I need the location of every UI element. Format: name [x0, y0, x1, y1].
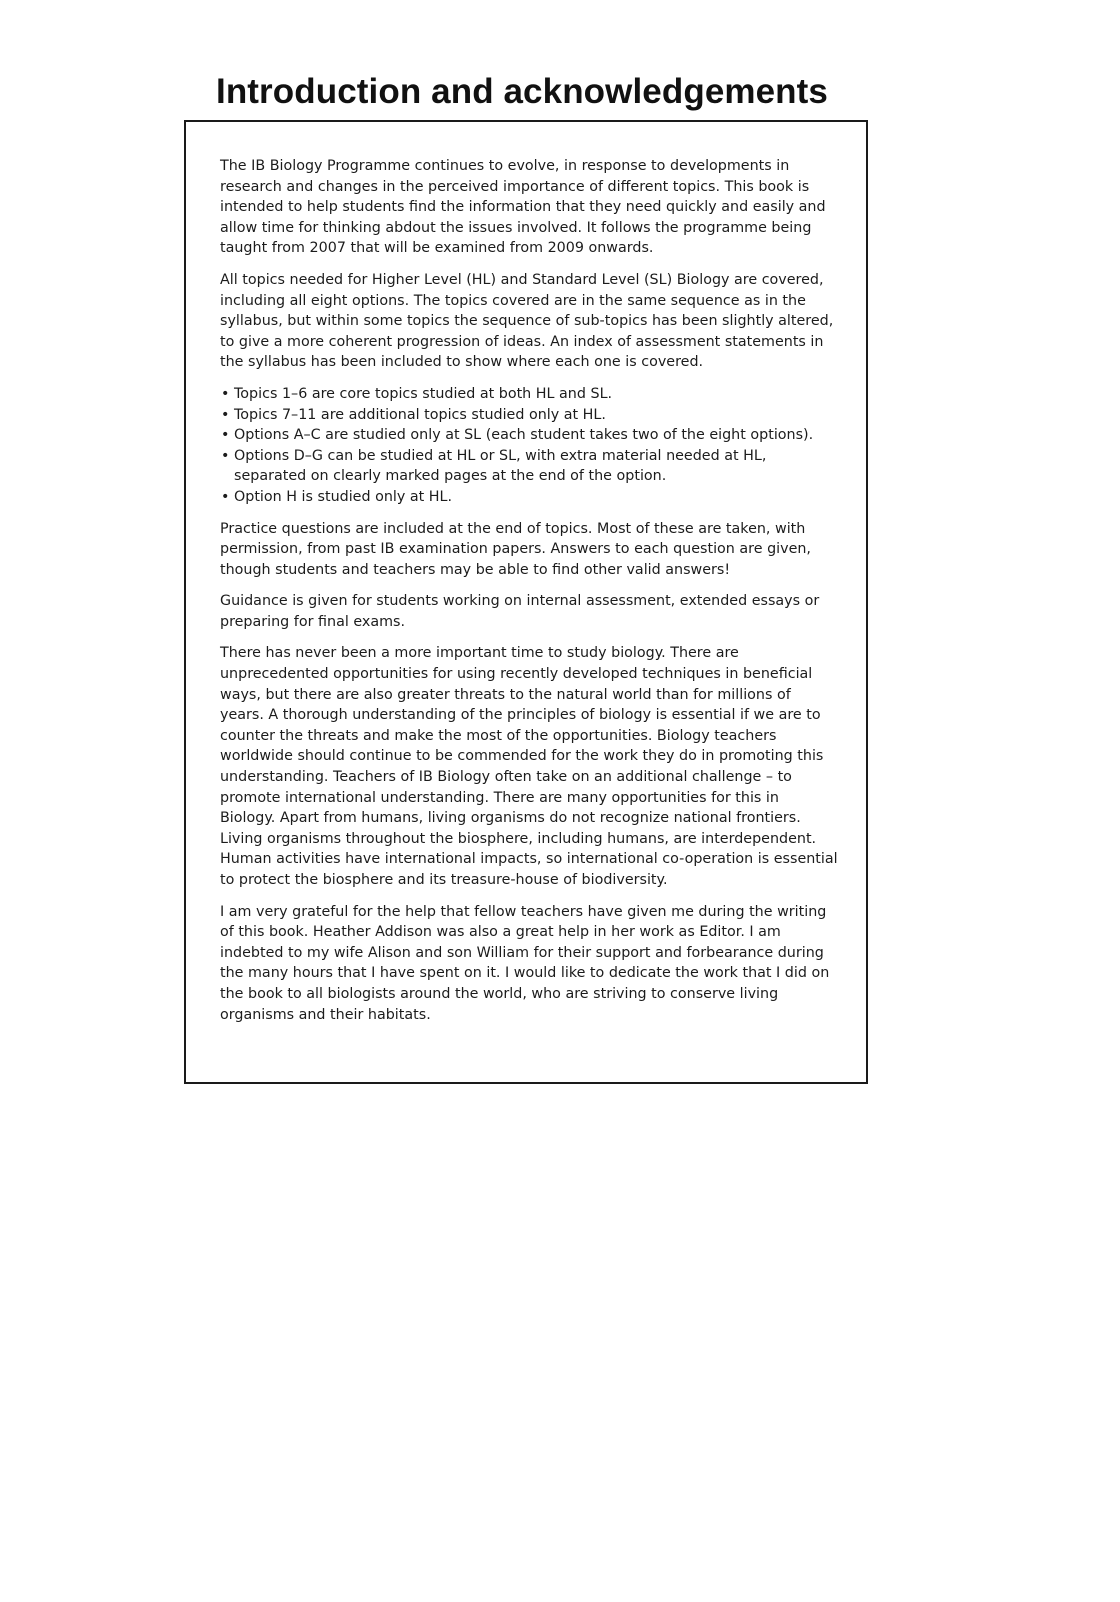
- paragraph-acknowledgements: I am very grateful for the help that fellow teachers have given me during the writing of this book. Heather Addison was also a great help in her work as Editor. I am indebted to my wife Alison and son William for their support and forbearance during the many hours that I have spent on it. I would like to dedicate the work that I did on the book to all biologists around the world, who are striving to conserve living organisms and their habitats.: [220, 903, 830, 1023]
- list-item: [220, 487, 838, 508]
- topics-bullet-list: [220, 384, 838, 508]
- list-item-text: Topics 1–6 are core topics studied at both HL and SL.: [234, 385, 613, 402]
- bullet-icon: •: [221, 447, 230, 464]
- page-title: Introduction and acknowledgements: [216, 72, 828, 111]
- list-item-text: Options D–G can be studied at HL or SL, with extra material needed at HL, separated on clearly marked pages at the end of the option.: [234, 447, 767, 485]
- paragraph-topics-coverage: All topics needed for Higher Level (HL) and Standard Level (SL) Biology are covered, including all eight options. The topics covered are in the same sequence as in the syllabus, but within some topics the sequence of sub-topics has been slightly altered, to give a more coherent progression of ideas. An index of assessment statements in the syllabus has been included to show where each one is covered.: [220, 271, 834, 371]
- content-body: [220, 156, 838, 1036]
- list-item-text: Option H is studied only at HL.: [234, 488, 453, 505]
- paragraph-importance-of-biology: There has never been a more important time to study biology. There are unprecedented opportunities for using recently developed techniques in beneficial ways, but there are also greater threats to the natural world than for millions of years. A thorough understanding of the principles of biology is essential if we are to counter the threats and make the most of the opportunities. Biology teachers worldwide should continue to be commended for the work they do in promoting this understanding. Teachers of IB Biology often take on an additional challenge – to promote international understanding. There are many opportunities for this in Biology. Apart from humans, living organisms do not recognize national frontiers. Living organisms throughout the biosphere, including humans, are interdependent. Human activities have international impacts, so international co-operation is essential to protect the biosphere and its treasure-house of biodiversity.: [220, 645, 838, 888]
- list-item: [220, 405, 838, 426]
- list-item: [220, 425, 838, 446]
- paragraph-practice-questions: Practice questions are included at the end of topics. Most of these are taken, with permission, from past IB examination papers. Answers to each question are given, though students and teachers may be able to find other valid answers!: [220, 520, 811, 578]
- bullet-icon: •: [221, 385, 230, 402]
- list-item-text: Options A–C are studied only at SL (each student takes two of the eight options).: [234, 427, 814, 444]
- paragraph-guidance: Guidance is given for students working on internal assessment, extended essays or preparing for final exams.: [220, 593, 820, 630]
- paragraph-programme-overview: The IB Biology Programme continues to evolve, in response to developments in research and changes in the perceived importance of different topics. This book is intended to help students find the information that they need quickly and easily and allow time for thinking abdout the issues involved. It follows the programme being taught from 2007 that will be examined from 2009 onwards.: [220, 158, 826, 257]
- list-item: [220, 446, 838, 487]
- list-item: [220, 384, 838, 405]
- list-item-text: Topics 7–11 are additional topics studied only at HL.: [234, 406, 606, 423]
- bullet-icon: •: [221, 406, 230, 423]
- content-box: [184, 120, 868, 1084]
- bullet-icon: •: [221, 427, 230, 444]
- bullet-icon: •: [221, 488, 230, 505]
